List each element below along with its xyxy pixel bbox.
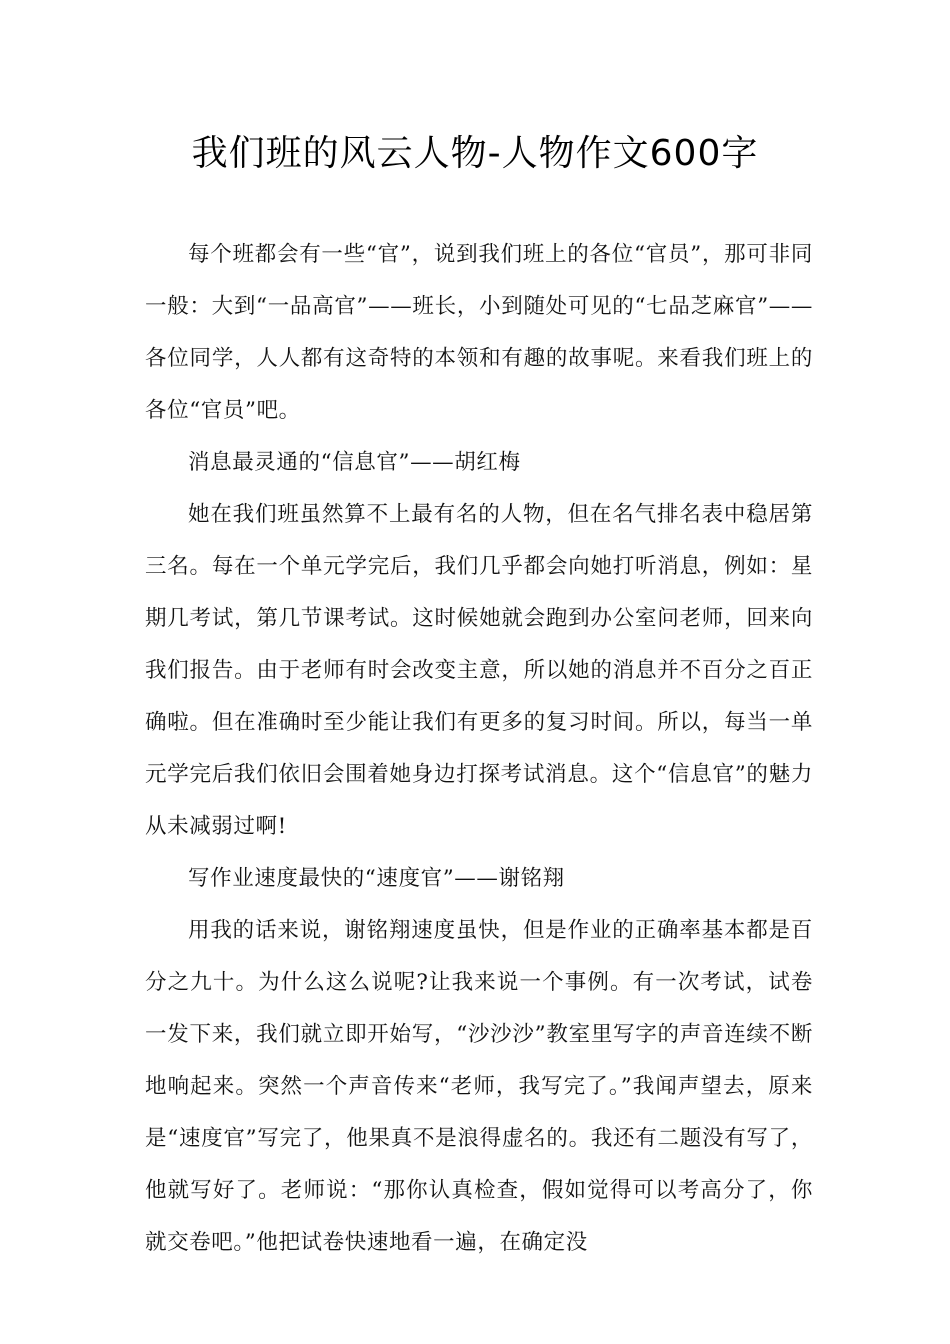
article-body xyxy=(145,229,813,1269)
section-heading-speed-officer: 写作业速度最快的“速度官”——谢铭翔 xyxy=(188,866,565,891)
page-title: 我们班的风云人物-人物作文600字 xyxy=(191,133,759,174)
paragraph-info-officer: 她在我们班虽然算不上最有名的人物，但在名气排名表中稳居第三名。每在一个单元学完后，我们几乎都会向她打听消息，例如：星期几考试，第几节课考试。这时候她就会跑到办公室问老师，回来向我们报告。由于老师有时会改变主意，所以她的消息并不百分之百正确啦。但在准确时至少能让我们有更多的复习时间。所以，每当一单元学完后我们依旧会围着她身边打探考试消息。这个“信息官”的魅力从未减弱过啊! xyxy=(145,502,813,839)
paragraph-speed-officer: 用我的话来说，谢铭翔速度虽快，但是作业的正确率基本都是百分之九十。为什么这么说呢?让我来说一个事例。有一次考试，试卷一发下来，我们就立即开始写，“沙沙沙”教室里写字的声音连续不断地响起来。突然一个声音传来“老师，我写完了。”我闻声望去，原来是“速度官”写完了，他果真不是浪得虚名的。我还有二题没有写了，他就写好了。老师说：“那你认真检查，假如觉得可以考高分了，你就交卷吧。”他把试卷快速地看一遍，在确定没 xyxy=(145,918,813,1255)
paragraph-intro: 每个班都会有一些“官”，说到我们班上的各位“官员”，那可非同一般：大到“一品高官”——班长，小到随处可见的“七品芝麻官”——各位同学，人人都有这奇特的本领和有趣的故事呢。来看我们班上的各位“官员”吧。 xyxy=(145,242,813,423)
section-heading-info-officer: 消息最灵通的“信息官”——胡红梅 xyxy=(188,450,521,475)
